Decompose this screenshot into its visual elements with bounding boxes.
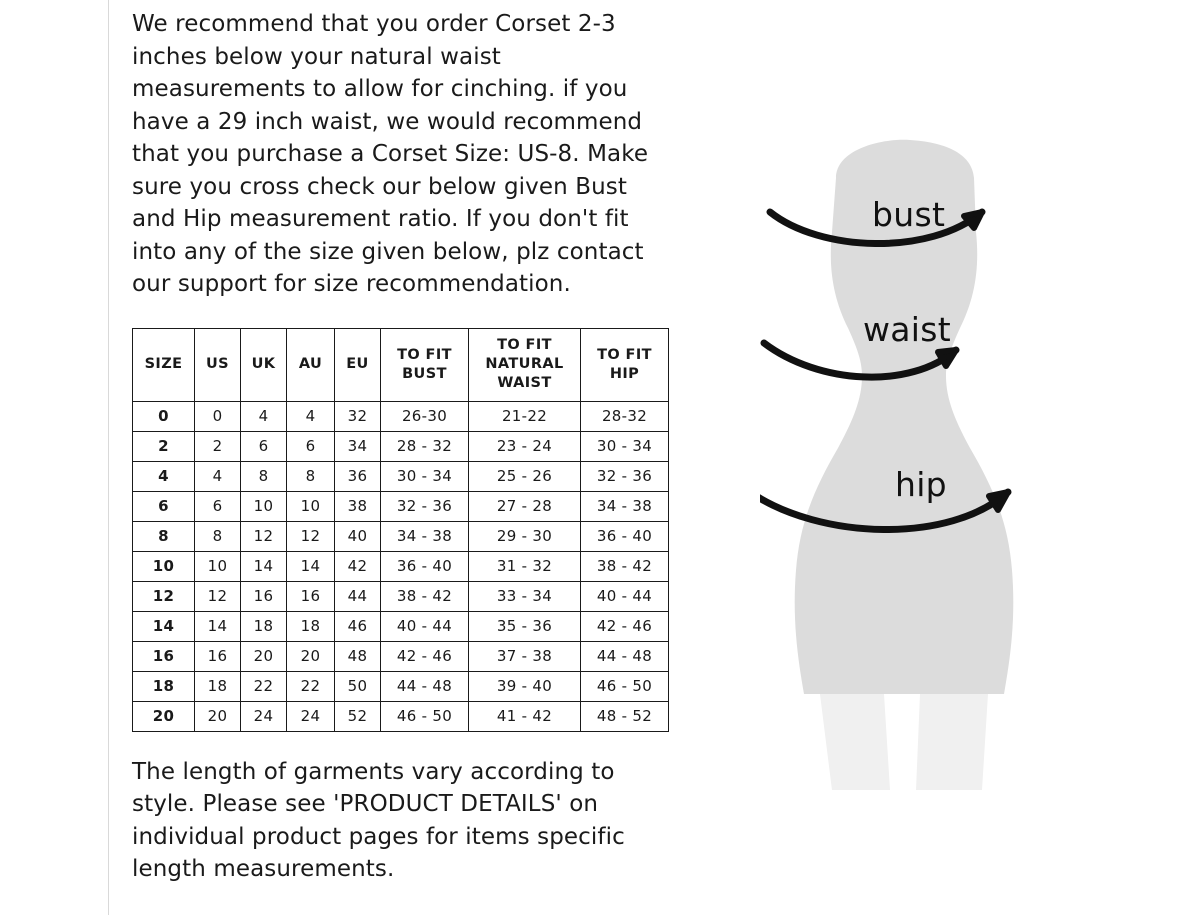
measurement-figure bbox=[760, 100, 1140, 800]
cell-eu: 50 bbox=[335, 671, 381, 701]
cell-bust: 36 - 40 bbox=[381, 551, 469, 581]
cell-eu: 44 bbox=[335, 581, 381, 611]
column-header-hip: TO FIT HIP bbox=[581, 328, 669, 401]
cell-au: 16 bbox=[287, 581, 335, 611]
size-chart-table bbox=[132, 328, 669, 732]
cell-hip: 46 - 50 bbox=[581, 671, 669, 701]
cell-bust: 38 - 42 bbox=[381, 581, 469, 611]
cell-eu: 40 bbox=[335, 521, 381, 551]
cell-waist: 29 - 30 bbox=[469, 521, 581, 551]
cell-bust: 30 - 34 bbox=[381, 461, 469, 491]
table-row bbox=[133, 521, 669, 551]
cell-hip: 40 - 44 bbox=[581, 581, 669, 611]
cell-uk: 16 bbox=[241, 581, 287, 611]
cell-hip: 36 - 40 bbox=[581, 521, 669, 551]
cell-size: 16 bbox=[133, 641, 195, 671]
cell-eu: 48 bbox=[335, 641, 381, 671]
cell-size: 18 bbox=[133, 671, 195, 701]
cell-us: 18 bbox=[195, 671, 241, 701]
cell-eu: 36 bbox=[335, 461, 381, 491]
cell-uk: 12 bbox=[241, 521, 287, 551]
table-row bbox=[133, 701, 669, 731]
cell-eu: 38 bbox=[335, 491, 381, 521]
table-row bbox=[133, 491, 669, 521]
cell-au: 22 bbox=[287, 671, 335, 701]
cell-waist: 21-22 bbox=[469, 401, 581, 431]
cell-bust: 46 - 50 bbox=[381, 701, 469, 731]
cell-au: 4 bbox=[287, 401, 335, 431]
table-row bbox=[133, 551, 669, 581]
cell-us: 16 bbox=[195, 641, 241, 671]
text-column bbox=[132, 0, 692, 909]
cell-waist: 35 - 36 bbox=[469, 611, 581, 641]
cell-au: 18 bbox=[287, 611, 335, 641]
left-margin-rule bbox=[108, 0, 109, 915]
cell-size: 6 bbox=[133, 491, 195, 521]
column-header-uk: UK bbox=[241, 328, 287, 401]
cell-eu: 34 bbox=[335, 431, 381, 461]
cell-size: 2 bbox=[133, 431, 195, 461]
cell-us: 10 bbox=[195, 551, 241, 581]
cell-waist: 39 - 40 bbox=[469, 671, 581, 701]
cell-uk: 10 bbox=[241, 491, 287, 521]
cell-waist: 37 - 38 bbox=[469, 641, 581, 671]
cell-size: 8 bbox=[133, 521, 195, 551]
column-header-bust: TO FIT BUST bbox=[381, 328, 469, 401]
cell-us: 6 bbox=[195, 491, 241, 521]
column-header-us: US bbox=[195, 328, 241, 401]
column-header-waist: TO FIT NATURAL WAIST bbox=[469, 328, 581, 401]
cell-size: 0 bbox=[133, 401, 195, 431]
cell-au: 10 bbox=[287, 491, 335, 521]
cell-bust: 42 - 46 bbox=[381, 641, 469, 671]
table-row bbox=[133, 641, 669, 671]
cell-uk: 24 bbox=[241, 701, 287, 731]
table-row bbox=[133, 671, 669, 701]
cell-us: 20 bbox=[195, 701, 241, 731]
intro-paragraph: We recommend that you order Corset 2-3 inches below your natural waist measurements to allow for cinching. if you have a 29 inch waist, we would recommend that you purchase a Corset Size: US-8. Make sure you cross check our below given Bust and Hip measurement ratio. If you don't fit into any of the size given below, plz contact our support for size recommendation. bbox=[132, 11, 649, 297]
cell-bust: 44 - 48 bbox=[381, 671, 469, 701]
cell-hip: 32 - 36 bbox=[581, 461, 669, 491]
cell-bust: 32 - 36 bbox=[381, 491, 469, 521]
table-header-row bbox=[133, 328, 669, 401]
table-row bbox=[133, 611, 669, 641]
column-header-au: AU bbox=[287, 328, 335, 401]
table-row bbox=[133, 401, 669, 431]
cell-eu: 32 bbox=[335, 401, 381, 431]
cell-size: 10 bbox=[133, 551, 195, 581]
cell-waist: 25 - 26 bbox=[469, 461, 581, 491]
cell-uk: 6 bbox=[241, 431, 287, 461]
column-header-eu: EU bbox=[335, 328, 381, 401]
hip-label: hip bbox=[895, 465, 947, 504]
cell-size: 4 bbox=[133, 461, 195, 491]
cell-us: 4 bbox=[195, 461, 241, 491]
cell-us: 14 bbox=[195, 611, 241, 641]
cell-eu: 46 bbox=[335, 611, 381, 641]
cell-bust: 26-30 bbox=[381, 401, 469, 431]
cell-eu: 42 bbox=[335, 551, 381, 581]
column-header-size: SIZE bbox=[133, 328, 195, 401]
cell-hip: 48 - 52 bbox=[581, 701, 669, 731]
body-silhouette-icon bbox=[760, 100, 1140, 800]
cell-waist: 23 - 24 bbox=[469, 431, 581, 461]
cell-size: 14 bbox=[133, 611, 195, 641]
cell-hip: 28-32 bbox=[581, 401, 669, 431]
cell-waist: 41 - 42 bbox=[469, 701, 581, 731]
cell-au: 20 bbox=[287, 641, 335, 671]
cell-hip: 44 - 48 bbox=[581, 641, 669, 671]
cell-size: 20 bbox=[133, 701, 195, 731]
cell-uk: 8 bbox=[241, 461, 287, 491]
cell-uk: 22 bbox=[241, 671, 287, 701]
cell-us: 0 bbox=[195, 401, 241, 431]
cell-au: 12 bbox=[287, 521, 335, 551]
cell-au: 14 bbox=[287, 551, 335, 581]
cell-uk: 4 bbox=[241, 401, 287, 431]
cell-waist: 27 - 28 bbox=[469, 491, 581, 521]
table-row bbox=[133, 461, 669, 491]
cell-au: 24 bbox=[287, 701, 335, 731]
cell-au: 6 bbox=[287, 431, 335, 461]
outro-paragraph: The length of garments vary according to style. Please see 'PRODUCT DETAILS' on individual product pages for items specific length measurements. bbox=[132, 758, 625, 882]
cell-waist: 31 - 32 bbox=[469, 551, 581, 581]
cell-hip: 34 - 38 bbox=[581, 491, 669, 521]
cell-hip: 42 - 46 bbox=[581, 611, 669, 641]
cell-hip: 38 - 42 bbox=[581, 551, 669, 581]
cell-bust: 40 - 44 bbox=[381, 611, 469, 641]
cell-uk: 14 bbox=[241, 551, 287, 581]
cell-uk: 20 bbox=[241, 641, 287, 671]
table-row bbox=[133, 431, 669, 461]
cell-eu: 52 bbox=[335, 701, 381, 731]
bust-label: bust bbox=[872, 195, 946, 234]
cell-uk: 18 bbox=[241, 611, 287, 641]
cell-size: 12 bbox=[133, 581, 195, 611]
cell-hip: 30 - 34 bbox=[581, 431, 669, 461]
table-row bbox=[133, 581, 669, 611]
cell-waist: 33 - 34 bbox=[469, 581, 581, 611]
waist-label: waist bbox=[863, 310, 952, 349]
cell-us: 8 bbox=[195, 521, 241, 551]
cell-bust: 34 - 38 bbox=[381, 521, 469, 551]
cell-bust: 28 - 32 bbox=[381, 431, 469, 461]
cell-us: 12 bbox=[195, 581, 241, 611]
cell-au: 8 bbox=[287, 461, 335, 491]
cell-us: 2 bbox=[195, 431, 241, 461]
